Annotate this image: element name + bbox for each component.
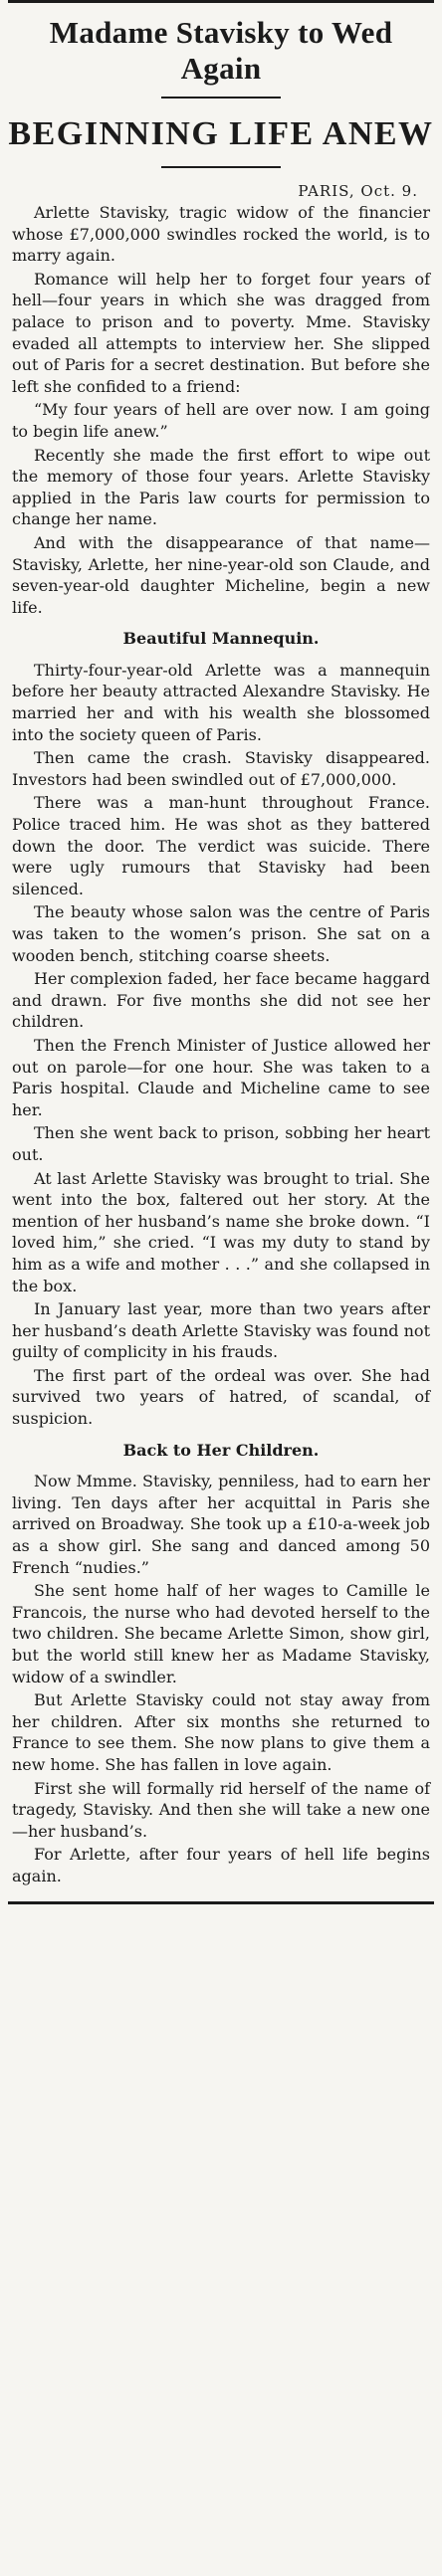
paragraph: Her complexion faded, her face became haggard and drawn. For five months she did not see her children. (12, 969, 430, 1032)
paragraph: At last Arlette Stavisky was brought to trial. She went into the box, faltered out her story. At the mention of her husband’s name she broke down. “I loved him,” she cried. “I was my duty to stand by him as a wife and mother . . .” and she collapsed in the box. (12, 1168, 430, 1295)
paragraph: Arlette Stavisky, tragic widow of the financier whose £7,000,000 swindles rocked the world, is to marry again. (12, 203, 430, 266)
paragraph: But Arlette Stavisky could not stay away from her children. After six months she returned to France to see them. She now plans to give them a new home. She has fallen in love again. (12, 1690, 430, 1774)
paragraph: Then the French Minister of Justice allowed her out on parole—for one hour. She was taken to a Paris hospital. Claude and Micheline came to see her. (12, 1035, 430, 1119)
paragraph: “My four years of hell are over now. I am going to begin life anew.” (12, 400, 430, 441)
paragraph: Then came the crash. Stavisky disappeared. Investors had been swindled out of £7,000,000. (12, 748, 430, 789)
newspaper-clipping (8, 0, 434, 2576)
headline: Madame Stavisky to Wed Again (49, 15, 393, 86)
paragraph: She sent home half of her wages to Camille le Francois, the nurse who had devoted herself to the two children. She became Arlette Simon, show girl, but the world still knew her as Madame Stavisky, widow of a swindler. (12, 1581, 430, 1686)
paragraph: There was a man-hunt throughout France. Police traced him. He was shot as they battered down the door. The verdict was suicide. There were ugly rumours that Stavisky had been silenced. (12, 793, 430, 898)
bottom-rule (8, 1901, 434, 1904)
subhead: BEGINNING LIFE ANEW (8, 115, 434, 152)
paragraph: For Arlette, after four years of hell life begins again. (12, 1845, 430, 1885)
headline-divider (161, 97, 281, 99)
subhead-divider (161, 166, 281, 168)
paragraph: Now Mmme. Stavisky, penniless, had to earn her living. Ten days after her acquittal in Paris she arrived on Broadway. She took up a £10-a-week job as a show girl. She sang and danced among 50 French “nudies.” (12, 1472, 430, 1577)
paragraph: Romance will help her to forget four years of hell—four years in which she was dragged from palace to prison and to poverty. Mme. Stavisky evaded all attempts to interview her. She slipped out of Paris for a secret destination. But before she left she confided to a friend: (12, 269, 430, 396)
article-body (8, 202, 434, 1887)
paragraph: Then she went back to prison, sobbing her heart out. (12, 1123, 430, 1164)
paragraph: In January last year, more than two years after her husband’s death Arlette Stavisky was found not guilty of complicity in his frauds. (12, 1299, 430, 1362)
top-rule (8, 0, 434, 3)
section-heading: Beautiful Mannequin. (122, 629, 320, 649)
paragraph: Recently she made the first effort to wipe out the memory of those four years. Arlette Stavisky applied in the Paris law courts for permission to change her name. (12, 445, 430, 529)
dateline: PARIS, Oct. 9. (298, 182, 418, 200)
paragraph: Thirty-four-year-old Arlette was a mannequin before her beauty attracted Alexandre Stavisky. He married her and with his wealth she blossomed into the society queen of Paris. (12, 660, 430, 744)
paragraph: The beauty whose salon was the centre of Paris was taken to the women’s prison. She sat on a wooden bench, stitching coarse sheets. (12, 902, 430, 965)
paragraph: First she will formally rid herself of the name of tragedy, Stavisky. And then she will take a new one—her husband’s. (12, 1778, 430, 1841)
section-heading: Back to Her Children. (122, 1440, 320, 1460)
paragraph: The first part of the ordeal was over. She had survived two years of hatred, of scandal, of suspicion. (12, 1365, 430, 1429)
paragraph: And with the disappearance of that name—Stavisky, Arlette, her nine-year-old son Claude, and seven-year-old daughter Micheline, begin a new life. (12, 532, 430, 617)
